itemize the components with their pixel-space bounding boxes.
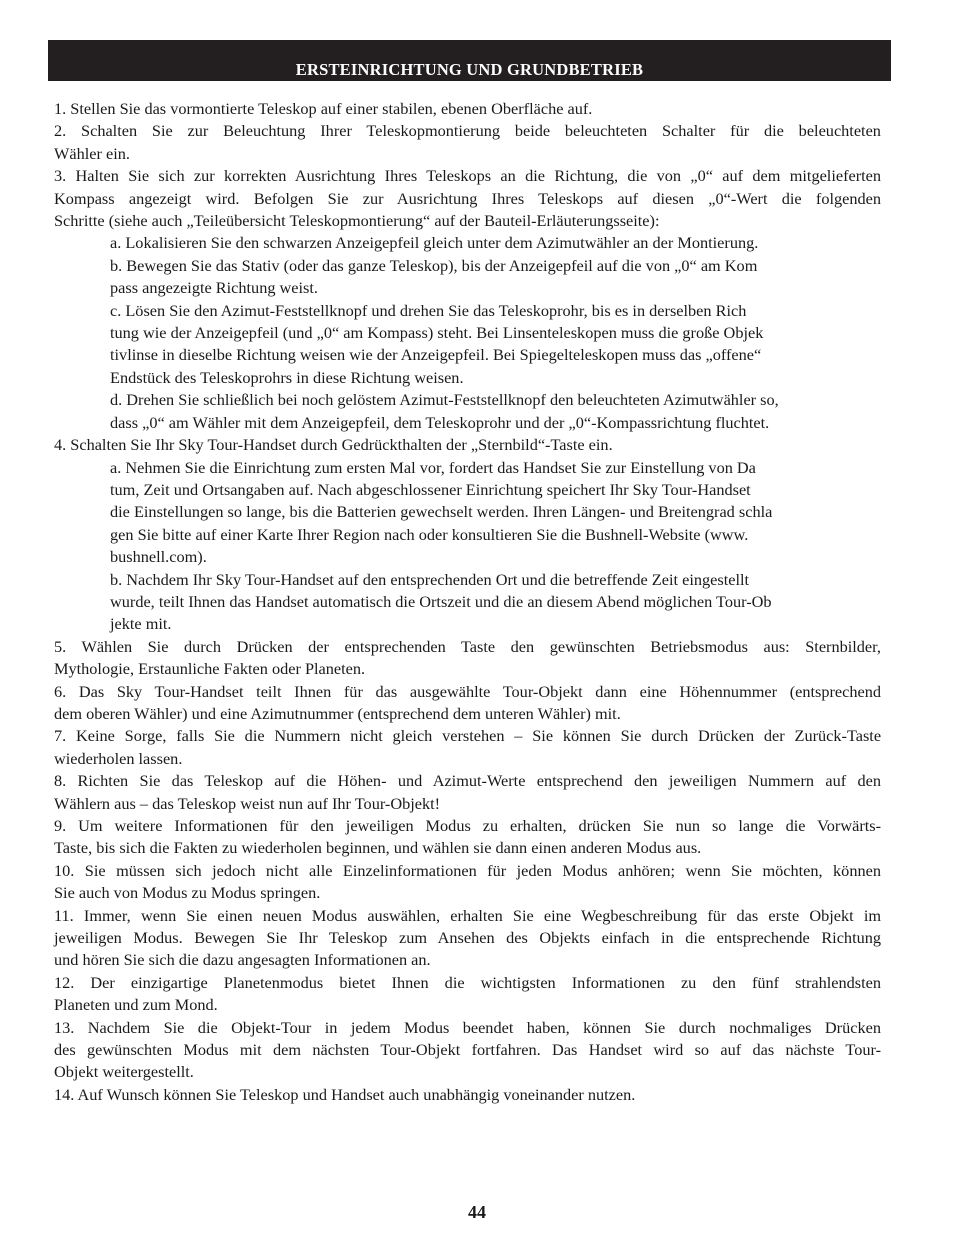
step-14 bbox=[54, 1084, 881, 1106]
step-4b bbox=[110, 569, 881, 636]
step-line: 8. Richten Sie das Teleskop auf die Höhen- und Azimut-Werte entsprechend den jeweiligen Nummern auf den bbox=[54, 771, 881, 791]
step-line: dem oberen Wähler) und eine Azimutnummer (entsprechend dem unteren Wähler) mit. bbox=[54, 703, 621, 723]
step-13 bbox=[54, 1017, 881, 1084]
step-line: 5. Wählen Sie durch Drücken der entsprechenden Taste den gewünschten Betriebsmodus aus: Sternbilder, bbox=[54, 636, 882, 656]
step-line: Objekt weitergestellt. bbox=[54, 1062, 194, 1082]
step-3d bbox=[110, 389, 881, 434]
substep-line: dass „0“ am Wähler mit dem Anzeigepfeil, dem Teleskoprohr und der „0“-Kompassrichtung fluchtet. bbox=[110, 412, 770, 432]
substep-line: tung wie der Anzeigepfeil (und „0“ am Kompass) steht. Bei Linsenteleskopen muss die große Objek bbox=[110, 323, 764, 343]
substep-line: Endstück des Teleskoprohrs in diese Richtung weisen. bbox=[110, 367, 464, 387]
substep-line: pass angezeigte Richtung weist. bbox=[110, 278, 318, 298]
substep-line: c. Lösen Sie den Azimut-Feststellknopf und drehen Sie das Teleskoprohr, bis es in derselben Rich bbox=[110, 300, 747, 320]
substep-line: d. Drehen Sie schließlich bei noch gelöstem Azimut-Feststellknopf den beleuchteten Azimutwähler so, bbox=[110, 390, 779, 410]
substep-line: b. Nachdem Ihr Sky Tour-Handset auf den entsprechenden Ort und die betreffende Zeit eingestellt bbox=[110, 569, 750, 589]
step-line: 3. Halten Sie sich zur korrekten Ausrichtung Ihres Teleskops an die Richtung, die von „0“ auf dem mitgelieferten bbox=[54, 166, 882, 186]
step-5 bbox=[54, 636, 881, 681]
step-line: 2. Schalten Sie zur Beleuchtung Ihrer Teleskopmontierung beide beleuchteten Schalter für die beleuchteten bbox=[54, 121, 881, 141]
step-line: 9. Um weitere Informationen für den jeweiligen Modus zu erhalten, drücken Sie nun so lange die Vorwärts- bbox=[54, 816, 882, 835]
step-line: 10. Sie müssen sich jedoch nicht alle Einzelinformationen für jeden Modus anhören; wenn Sie möchten, können bbox=[54, 860, 881, 880]
step-line: jeweiligen Modus. Bewegen Sie Ihr Teleskop zum Ansehen des Objekts einfach in die entsprechende Richtung bbox=[54, 928, 882, 948]
step-line: Schritte (siehe auch „Teileübersicht Teleskopmontierung“ auf der Bauteil-Erläuterungsseite): bbox=[54, 211, 660, 231]
substep-line: wurde, teilt Ihnen das Handset automatisch die Ortszeit und die an diesem Abend möglichen Tour-Ob bbox=[110, 591, 772, 611]
step-line: und hören Sie sich die dazu angesagten Informationen an. bbox=[54, 950, 431, 970]
step-10 bbox=[54, 860, 881, 905]
step-12 bbox=[54, 972, 881, 1017]
step-line: 4. Schalten Sie Ihr Sky Tour-Handset durch Gedrückthalten der „Sternbild“-Taste ein. bbox=[54, 435, 613, 455]
step-line: 7. Keine Sorge, falls Sie die Nummern nicht gleich verstehen – Sie können Sie durch Drücken der Zurück-Taste bbox=[54, 726, 882, 746]
step-4a bbox=[110, 457, 881, 569]
step-3b bbox=[110, 255, 881, 300]
step-7 bbox=[54, 725, 881, 770]
step-line: 13. Nachdem Sie die Objekt-Tour in jedem Modus beendet haben, können Sie durch nochmaliges Drücken bbox=[54, 1017, 881, 1037]
step-6 bbox=[54, 681, 881, 726]
step-9 bbox=[54, 815, 881, 860]
step-line: Kompass angezeigt wird. Befolgen Sie zur Ausrichtung Ihres Teleskops auf diesen „0“-Wert die folgenden bbox=[54, 188, 882, 208]
step-2 bbox=[54, 120, 881, 165]
step-line: Taste, bis sich die Fakten zu wiederholen beginnen, und wählen sie dann einen anderen Modus aus. bbox=[54, 838, 702, 858]
section-title: ERSTEINRICHTUNG UND GRUNDBETRIEB bbox=[295, 60, 644, 79]
step-line: Sie auch von Modus zu Modus springen. bbox=[54, 883, 321, 903]
substep-line: die Einstellungen so lange, bis die Batterien gewechselt werden. Ihren Längen- und Breitengrad schla bbox=[110, 502, 773, 522]
substep-line: a. Lokalisieren Sie den schwarzen Anzeigepfeil gleich unter dem Azimutwähler an der Montierung. bbox=[110, 233, 759, 253]
substep-line: bushnell.com). bbox=[110, 547, 207, 567]
step-line: wiederholen lassen. bbox=[54, 748, 183, 768]
step-4 bbox=[54, 434, 881, 456]
step-line: 14. Auf Wunsch können Sie Teleskop und Handset auch unabhängig voneinander nutzen. bbox=[54, 1084, 636, 1104]
step-1 bbox=[54, 98, 881, 120]
substep-line: a. Nehmen Sie die Einrichtung zum ersten Mal vor, fordert das Handset Sie zur Einstellung von Da bbox=[110, 457, 756, 477]
step-11 bbox=[54, 905, 881, 972]
step-3 bbox=[54, 165, 881, 232]
step-line: 11. Immer, wenn Sie einen neuen Modus auswählen, erhalten Sie eine Wegbeschreibung für das erste Objekt im bbox=[54, 905, 882, 925]
step-3c bbox=[110, 300, 881, 390]
substep-line: b. Bewegen Sie das Stativ (oder das ganze Teleskop), bis der Anzeigepfeil auf die von „0“ am Kom bbox=[110, 255, 758, 275]
step-line: Wähler ein. bbox=[54, 143, 130, 163]
substep-line: jekte mit. bbox=[110, 614, 172, 634]
substep-line: tum, Zeit und Ortsangaben auf. Nach abgeschlossener Einrichtung speichert Ihr Sky Tour-Handset bbox=[110, 479, 751, 499]
step-line: Mythologie, Erstaunliche Fakten oder Planeten. bbox=[54, 659, 366, 679]
page-number: 44 bbox=[468, 1202, 486, 1222]
substep-line: tivlinse in dieselbe Richtung weisen wie der Anzeigepfeil. Bei Spiegelteleskopen muss das „offene“ bbox=[110, 345, 762, 365]
step-line: des gewünschten Modus mit dem nächsten Tour-Objekt fortfahren. Das Handset wird so auf das nächste Tour- bbox=[54, 1040, 881, 1060]
step-line: 6. Das Sky Tour-Handset teilt Ihnen für das ausgewählte Tour-Objekt dann eine Höhennummer (entsprechend bbox=[54, 681, 882, 701]
substep-line: gen Sie bitte auf einer Karte Ihrer Region nach oder konsultieren Sie die Bushnell-Website (www. bbox=[110, 524, 749, 544]
step-line: Planeten und zum Mond. bbox=[54, 995, 218, 1015]
step-line: Wählern aus – das Teleskop weist nun auf Ihr Tour-Objekt! bbox=[54, 793, 441, 813]
step-3a bbox=[110, 232, 881, 254]
step-line: 1. Stellen Sie das vormontierte Teleskop auf einer stabilen, ebenen Oberfläche auf. bbox=[54, 99, 593, 118]
step-line: 12. Der einzigartige Planetenmodus bietet Ihnen die wichtigsten Informationen zu den fünf strahlendsten bbox=[54, 972, 882, 992]
step-8 bbox=[54, 770, 881, 815]
section-header-bar bbox=[48, 40, 891, 81]
instructions-body bbox=[54, 98, 881, 1106]
